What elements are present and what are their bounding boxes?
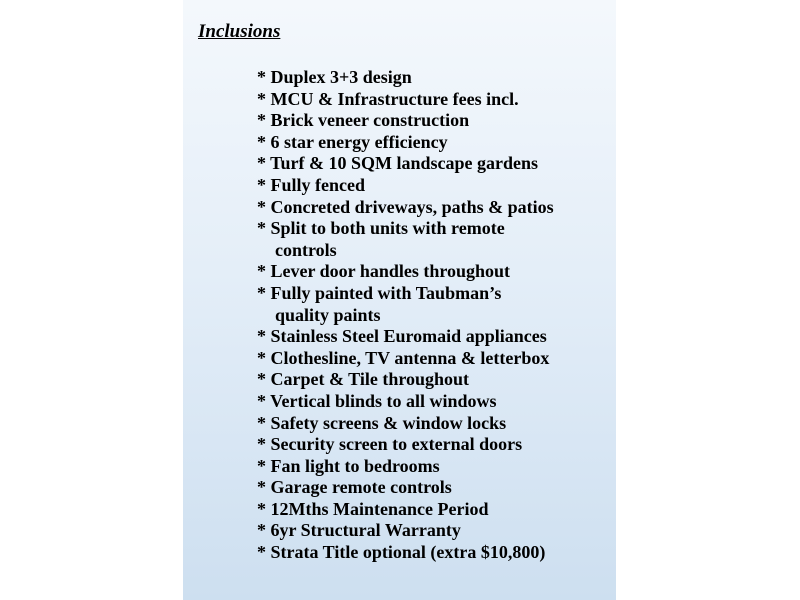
list-item (257, 110, 554, 132)
inclusions-list (257, 67, 554, 564)
list-item-text: * 6yr Structural Warranty (257, 520, 461, 541)
list-item-text: * Carpet & Tile throughout (257, 369, 470, 390)
list-item (257, 413, 554, 435)
list-item-text: * 6 star energy efficiency (257, 131, 448, 152)
list-item (257, 434, 554, 456)
list-item-text: * Fully painted with Taubman’s (257, 282, 502, 303)
list-item-text: * Concreted driveways, paths & patios (257, 196, 554, 217)
inclusions-heading: Inclusions (198, 21, 281, 42)
list-item-text: * Lever door handles throughout (257, 261, 511, 282)
list-item-text: * Safety screens & window locks (257, 412, 507, 433)
list-item-text: * Fully fenced (257, 174, 365, 195)
list-item (257, 261, 554, 283)
list-item (257, 67, 554, 89)
list-item (257, 132, 554, 154)
list-item-text: * 12Mths Maintenance Period (257, 498, 489, 519)
list-item (257, 197, 554, 219)
list-item (257, 520, 554, 542)
list-item (257, 369, 554, 391)
list-item-text: * Brick veneer construction (257, 110, 470, 131)
list-item-text: * Security screen to external doors (257, 434, 523, 455)
list-item (257, 542, 554, 564)
list-item (257, 477, 554, 499)
list-item-text: * Stainless Steel Euromaid appliances (257, 326, 547, 347)
list-item-text: * Split to both units with remote (257, 218, 505, 239)
list-item (257, 89, 554, 111)
list-item-continuation: quality paints (275, 304, 381, 325)
list-item-text: * Vertical blinds to all windows (257, 390, 497, 411)
list-item-text: * Garage remote controls (257, 477, 452, 498)
list-item (257, 326, 554, 348)
list-item-text: * MCU & Infrastructure fees incl. (257, 88, 519, 109)
list-item-text: * Duplex 3+3 design (257, 67, 412, 87)
list-item-text: * Clothesline, TV antenna & letterbox (257, 347, 550, 368)
list-item-text: * Fan light to bedrooms (257, 455, 440, 476)
list-item (257, 348, 554, 370)
list-item (257, 175, 554, 197)
list-item-continuation: controls (275, 239, 337, 260)
list-item-text: * Strata Title optional (extra $10,800) (257, 542, 546, 563)
list-item (257, 153, 554, 175)
list-item (257, 391, 554, 413)
list-item (257, 218, 554, 261)
list-item (257, 283, 554, 326)
list-item (257, 456, 554, 478)
list-item-text: * Turf & 10 SQM landscape gardens (257, 153, 539, 174)
list-item (257, 499, 554, 521)
